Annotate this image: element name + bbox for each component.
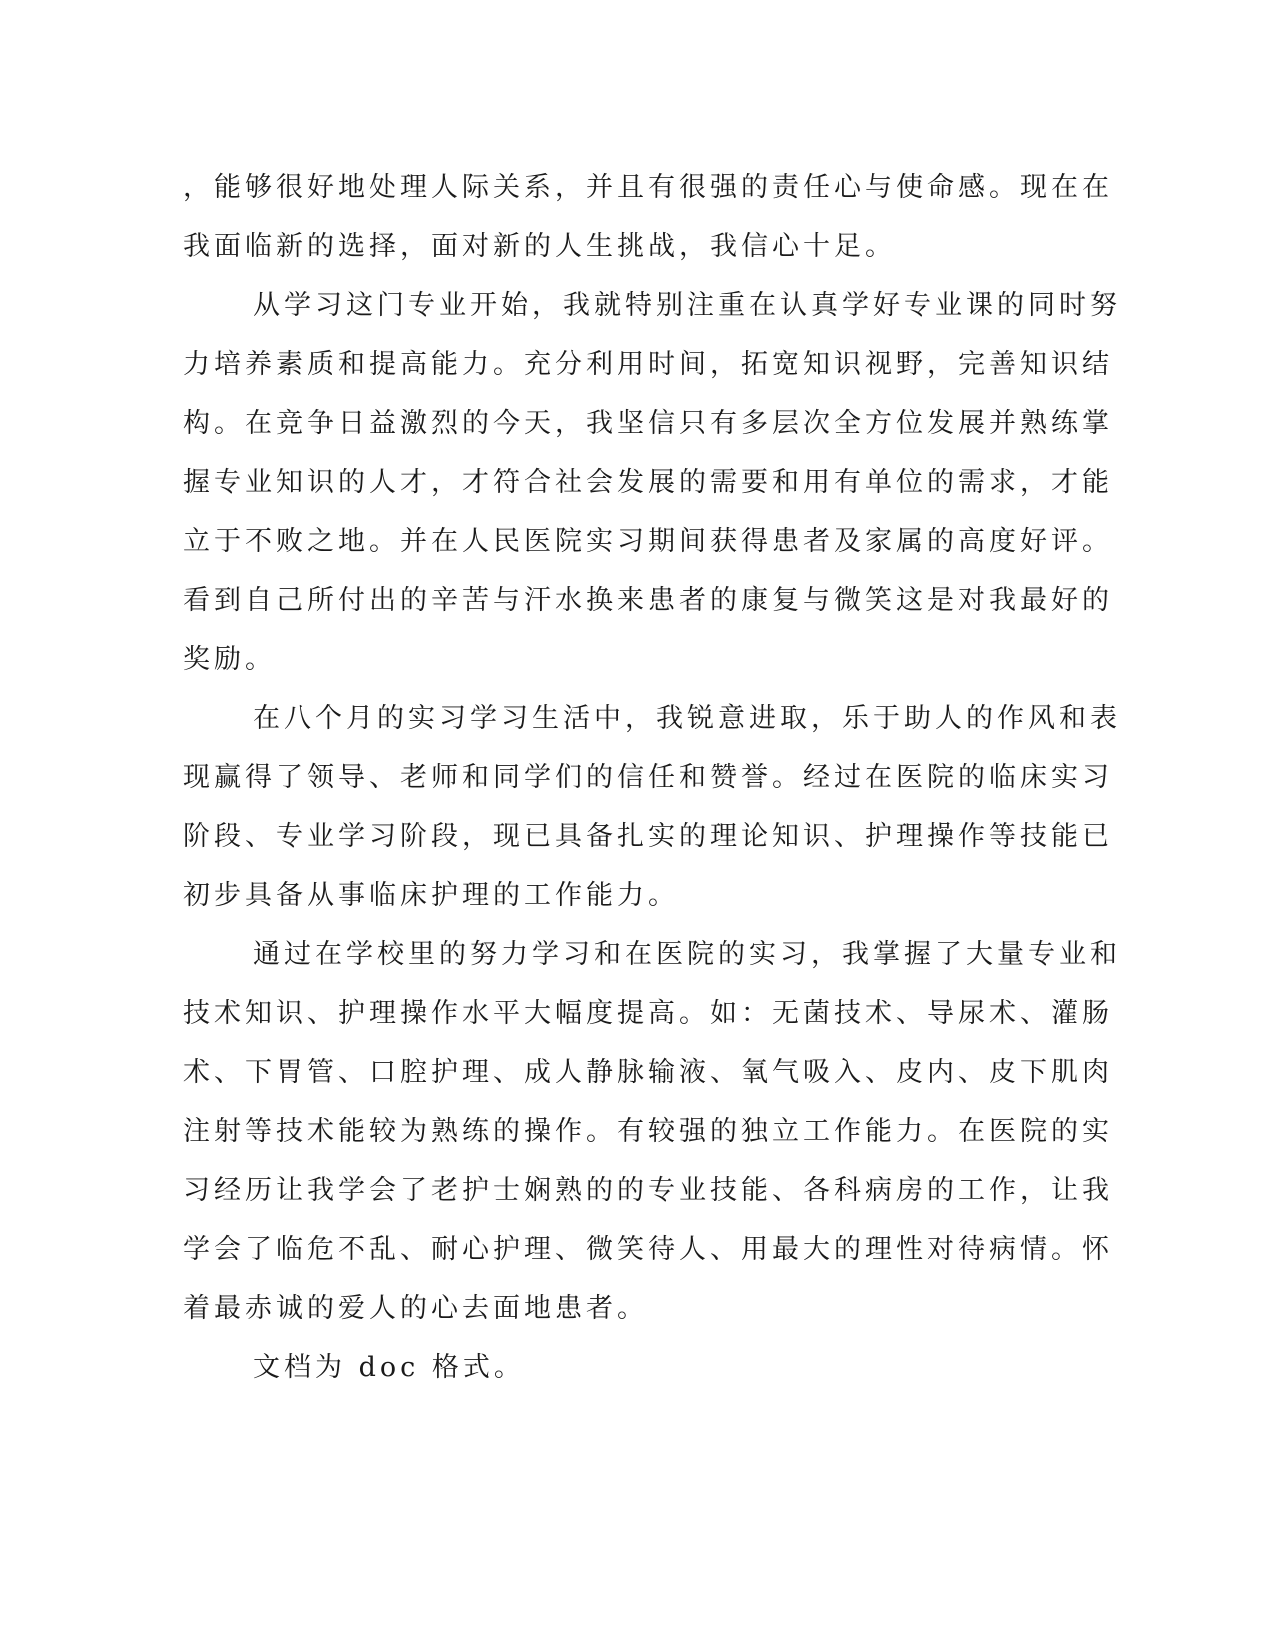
text-line: 力培养素质和提高能力。充分利用时间，拓宽知识视野，完善知识结: [183, 349, 1113, 380]
text-line: 注射等技术能较为熟练的操作。有较强的独立工作能力。在医院的实: [183, 1116, 1113, 1147]
text-line: 着最赤诚的爱人的心去面地患者。: [183, 1293, 648, 1324]
text-line: 奖励。: [183, 644, 276, 675]
paragraph-3: [183, 689, 1121, 925]
paragraph-1: [183, 158, 1113, 276]
text-line: 现赢得了领导、老师和同学们的信任和赞誉。经过在医院的临床实习: [183, 762, 1113, 793]
text-line: 构。在竞争日益激烈的今天，我坚信只有多层次全方位发展并熟练掌: [183, 408, 1113, 439]
text-line: 技术知识、护理操作水平大幅度提高。如：无菌技术、导尿术、灌肠: [183, 998, 1113, 1029]
text-line: 初步具备从事临床护理的工作能力。: [183, 880, 679, 911]
text-line: 看到自己所付出的辛苦与汗水换来患者的康复与微笑这是对我最好的: [183, 585, 1113, 616]
text-line: 从学习这门专业开始，我就特别注重在认真学好专业课的同时努: [253, 290, 1121, 321]
text-line: 术、下胃管、口腔护理、成人静脉输液、氧气吸入、皮内、皮下肌肉: [183, 1057, 1113, 1088]
paragraph-4: [183, 925, 1121, 1338]
text-line: 习经历让我学会了老护士娴熟的的专业技能、各科病房的工作，让我: [183, 1175, 1113, 1206]
text-line: ，能够很好地处理人际关系，并且有很强的责任心与使命感。现在在: [183, 172, 1113, 203]
text-line: 我面临新的选择，面对新的人生挑战，我信心十足。: [183, 231, 896, 262]
text-line: 通过在学校里的努力学习和在医院的实习，我掌握了大量专业和: [253, 939, 1121, 970]
text-line: 立于不败之地。并在人民医院实习期间获得患者及家属的高度好评。: [183, 526, 1113, 557]
text-line: 在八个月的实习学习生活中，我锐意进取，乐于助人的作风和表: [253, 703, 1121, 734]
text-line: 阶段、专业学习阶段，现已具备扎实的理论知识、护理操作等技能已: [183, 821, 1113, 852]
document-body: [183, 158, 1121, 1397]
paragraph-5: [183, 1338, 1033, 1397]
text-line: 文档为 doc 格式。: [253, 1352, 525, 1383]
text-line: 握专业知识的人才，才符合社会发展的需要和用有单位的需求，才能: [183, 467, 1113, 498]
paragraph-2: [183, 276, 1121, 689]
text-line: 学会了临危不乱、耐心护理、微笑待人、用最大的理性对待病情。怀: [183, 1234, 1113, 1265]
